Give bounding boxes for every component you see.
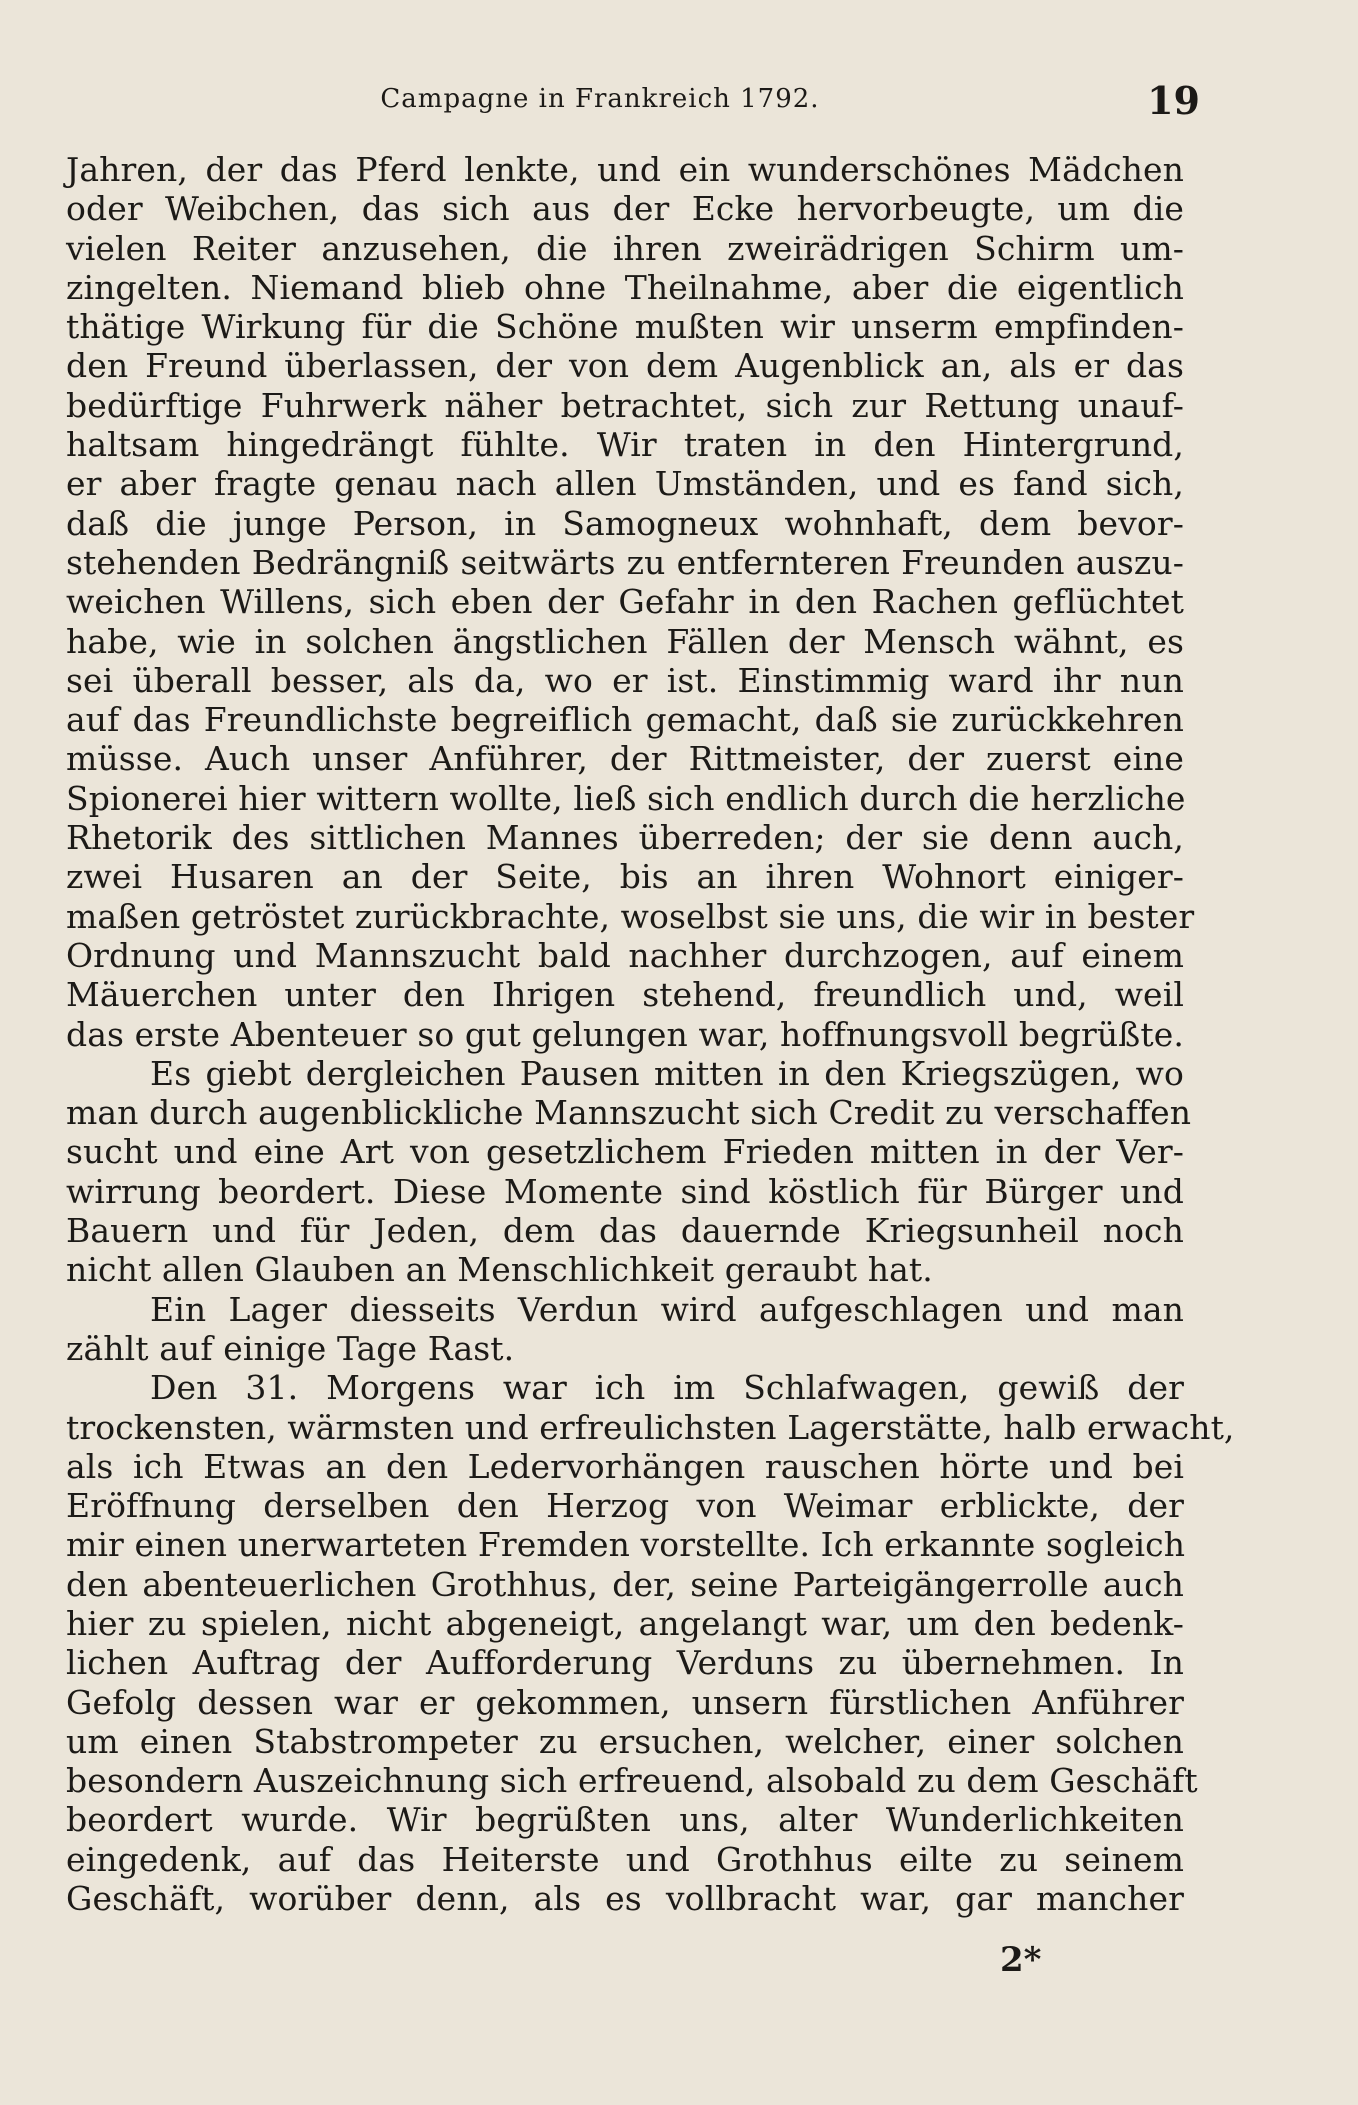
text-line: Den 31. Morgens war ich im Schlafwagen, gewiß der: [150, 1368, 1184, 1408]
text-line: lichen Auftrag der Aufforderung Verduns zu übernehmen. In: [66, 1643, 1184, 1683]
text-line: vielen Reiter anzusehen, die ihren zweirädrigen Schirm um-: [66, 228, 1184, 268]
text-line: auf das Freundlichste begreiflich gemacht, daß sie zurückkehren: [66, 700, 1184, 740]
text-line: sei überall besser, als da, wo er ist. Einstimmig ward ihr nun: [66, 660, 1184, 700]
text-line: besondern Auszeichnung sich erfreuend, alsobald zu dem Geschäft: [66, 1761, 1198, 1801]
text-line: bedürftige Fuhrwerk näher betrachtet, sich zur Rettung unauf-: [66, 385, 1184, 425]
text-line: er aber fragte genau nach allen Umständen, und es fand sich,: [66, 464, 1184, 504]
text-line: den abenteuerlichen Grothhus, der, seine Parteigängerrolle auch: [66, 1564, 1184, 1604]
running-title: Campagne in Frankreich 1792.: [380, 84, 820, 114]
text-line: eingedenk, auf das Heiterste und Grothhus eilte zu seinem: [66, 1839, 1184, 1879]
text-line: um einen Stabstrompeter zu ersuchen, welcher, einer solchen: [66, 1721, 1184, 1761]
text-line: das erste Abenteuer so gut gelungen war, hoffnungsvoll begrüßte.: [66, 1014, 1184, 1054]
text-line: nicht allen Glauben an Menschlichkeit geraubt hat.: [66, 1250, 933, 1290]
text-line: beordert wurde. Wir begrüßten uns, alter Wunderlichkeiten: [66, 1800, 1184, 1840]
text-line: zählt auf einige Tage Rast.: [66, 1328, 515, 1368]
text-line: zingelten. Niemand blieb ohne Theilnahme, aber die eigentlich: [66, 267, 1184, 307]
text-line: Ein Lager diesseits Verdun wird aufgeschlagen und man: [150, 1289, 1184, 1329]
text-line: Es giebt dergleichen Pausen mitten in den Kriegszügen, wo: [150, 1053, 1184, 1093]
text-line: haltsam hingedrängt fühlte. Wir traten in den Hintergrund,: [66, 425, 1184, 465]
text-line: Gefolg dessen war er gekommen, unsern fürstlichen Anführer: [66, 1682, 1184, 1722]
text-line: man durch augenblickliche Mannszucht sich Credit zu verschaffen: [66, 1093, 1192, 1133]
text-line: thätige Wirkung für die Schöne mußten wir unserm empfinden-: [66, 307, 1184, 347]
text-line: trockensten, wärmsten und erfreulichsten Lagerstätte, halb erwacht,: [66, 1407, 1235, 1447]
text-line: Bauern und für Jeden, dem das dauernde Kriegsunheil noch: [66, 1211, 1184, 1251]
text-line: oder Weibchen, das sich aus der Ecke hervorbeugte, um die: [66, 189, 1184, 229]
text-line: hier zu spielen, nicht abgeneigt, angelangt war, um den bedenk-: [66, 1603, 1184, 1643]
text-line: wirrung beordert. Diese Momente sind köstlich für Bürger und: [66, 1171, 1184, 1211]
text-line: müsse. Auch unser Anführer, der Rittmeister, der zuerst eine: [66, 739, 1184, 779]
page-number: 19: [1147, 78, 1200, 123]
text-line: sucht und eine Art von gesetzlichem Frieden mitten in der Ver-: [66, 1132, 1184, 1172]
text-line: Eröffnung derselben den Herzog von Weimar erblickte, der: [66, 1486, 1184, 1526]
body-text: [66, 150, 1235, 1919]
text-line: mir einen unerwarteten Fremden vorstellte. Ich erkannte sogleich: [66, 1525, 1186, 1565]
text-line: maßen getröstet zurückbrachte, woselbst sie uns, die wir in bester: [66, 896, 1195, 936]
text-line: Mäuerchen unter den Ihrigen stehend, freundlich und, weil: [66, 975, 1184, 1015]
text-line: als ich Etwas an den Ledervorhängen rauschen hörte und bei: [66, 1446, 1184, 1486]
text-line: stehenden Bedrängniß seitwärts zu entfernteren Freunden auszu-: [66, 542, 1184, 582]
text-line: Rhetorik des sittlichen Mannes überreden; der sie denn auch,: [66, 818, 1184, 858]
text-line: den Freund überlassen, der von dem Augenblick an, als er das: [66, 346, 1184, 386]
page-header: [0, 78, 1358, 128]
signature-mark: 2*: [1000, 1940, 1042, 1980]
text-line: Jahren, der das Pferd lenkte, und ein wunderschönes Mädchen: [66, 150, 1184, 189]
text-line: Ordnung und Mannszucht bald nachher durchzogen, auf einem: [66, 935, 1184, 975]
text-line: Spionerei hier wittern wollte, ließ sich endlich durch die herzliche: [66, 778, 1186, 818]
text-line: habe, wie in solchen ängstlichen Fällen der Mensch wähnt, es: [66, 621, 1184, 661]
text-line: Geschäft, worüber denn, als es vollbracht war, gar mancher: [66, 1879, 1184, 1919]
text-line: weichen Willens, sich eben der Gefahr in den Rachen geflüchtet: [66, 582, 1184, 622]
text-line: daß die junge Person, in Samogneux wohnhaft, dem bevor-: [66, 503, 1184, 543]
text-line: zwei Husaren an der Seite, bis an ihren Wohnort einiger-: [66, 857, 1184, 897]
